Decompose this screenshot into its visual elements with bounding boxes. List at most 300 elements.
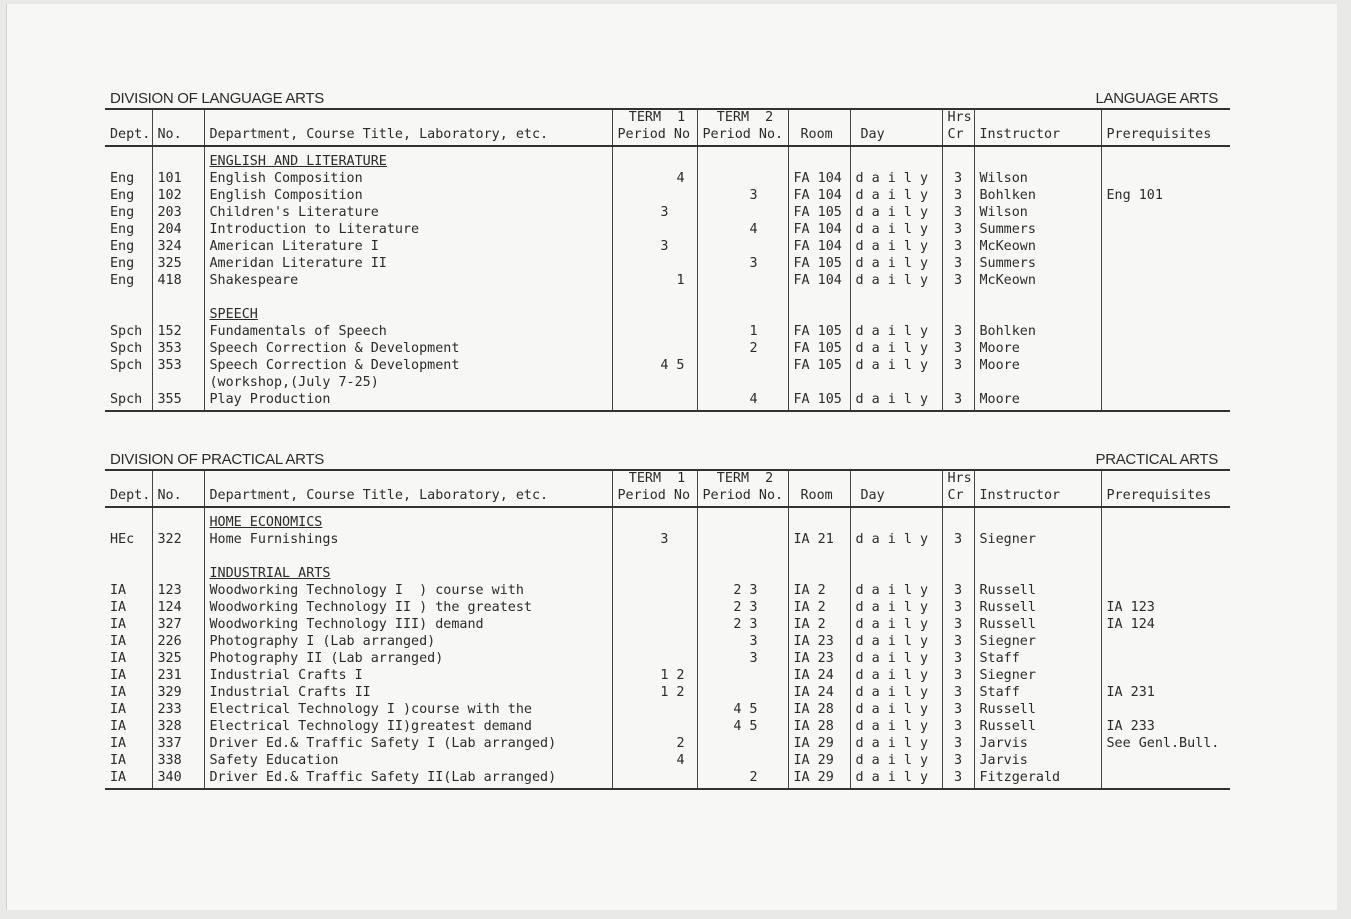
day-header: Day (850, 487, 942, 507)
day-cell: d a i l y (850, 769, 942, 786)
spacer-row (105, 507, 1230, 514)
term1-period-cell (612, 374, 697, 391)
division-tag: PRACTICAL ARTS (1095, 451, 1218, 468)
table-row (105, 650, 1230, 667)
table-row (105, 599, 1230, 616)
term1-period-cell: 3 (612, 204, 697, 221)
course-number-cell: 123 (152, 582, 204, 599)
credit-hours-cell: 3 (942, 221, 974, 238)
term2-period-cell (697, 374, 788, 391)
instructor-cell: Siegner (974, 667, 1101, 684)
instructor-cell: Russell (974, 582, 1101, 599)
instructor-cell: Staff (974, 684, 1101, 701)
course-rows (105, 146, 1230, 411)
instructor-cell: McKeown (974, 238, 1101, 255)
instructor-cell: Jarvis (974, 752, 1101, 769)
room-cell: FA 105 (788, 357, 850, 374)
dept-cell: HEc (110, 532, 135, 547)
credit-hours-cell: 3 (942, 752, 974, 769)
course-title-cell: Woodworking Technology III) demand (204, 616, 612, 633)
credit-hours-cell (942, 374, 974, 391)
credit-hours-cell: 3 (942, 701, 974, 718)
room-cell: IA 29 (788, 769, 850, 786)
term1-period-cell: 1 2 (612, 667, 697, 684)
instructor-cell: Siegner (974, 633, 1101, 650)
term1-header: TERM 1 (612, 110, 697, 126)
table-row (105, 391, 1230, 408)
term2-period-cell (697, 170, 788, 187)
instructor-cell: Moore (974, 340, 1101, 357)
room-cell: FA 104 (788, 170, 850, 187)
term2-period-cell: 4 5 (697, 701, 788, 718)
spacer-row (105, 146, 1230, 153)
dept-cell: IA (110, 600, 127, 615)
table-row (105, 170, 1230, 187)
document-page (6, 4, 1337, 910)
table-row (105, 667, 1230, 684)
term2-period-cell: 4 (697, 221, 788, 238)
instructor-cell (974, 374, 1101, 391)
course-title-cell: Speech Correction & Development (204, 340, 612, 357)
table-row (105, 357, 1230, 374)
instructor-cell: Siegner (974, 531, 1101, 548)
term1-period-cell: 1 (612, 272, 697, 289)
room-cell: IA 2 (788, 599, 850, 616)
course-title-cell: Safety Education (204, 752, 612, 769)
credit-hours-cell: 3 (942, 391, 974, 408)
term1-period-cell (612, 187, 697, 204)
credit-hours-cell: 3 (942, 735, 974, 752)
language-arts-section (105, 90, 1230, 412)
course-title-cell: (workshop,(July 7-25) (204, 374, 612, 391)
credit-hours-cell: 3 (942, 187, 974, 204)
dept-cell: IA (110, 617, 127, 632)
room-cell (788, 374, 850, 391)
subheading-row (105, 306, 1230, 323)
term1-period-cell: 3 (612, 238, 697, 255)
course-number-cell: 340 (152, 769, 204, 786)
credit-hours-cell: 3 (942, 531, 974, 548)
dept-cell: Eng (110, 239, 135, 254)
day-cell: d a i l y (850, 616, 942, 633)
term1-header: TERM 1 (612, 471, 697, 487)
credit-hours-cell: 3 (942, 255, 974, 272)
title-header: Department, Course Title, Laboratory, etc. (204, 487, 612, 507)
term2-period-cell: 4 (697, 391, 788, 408)
prerequisite-cell (1101, 633, 1230, 650)
course-title-cell: Ameridan Literature II (204, 255, 612, 272)
table-row (105, 616, 1230, 633)
room-cell: IA 24 (788, 684, 850, 701)
table-row (105, 735, 1230, 752)
prerequisite-cell (1101, 582, 1230, 599)
credit-hours-cell: 3 (942, 769, 974, 786)
instructor-cell: Moore (974, 357, 1101, 374)
term1-period-header: Period No (612, 126, 697, 146)
term2-period-header: Period No. (697, 487, 788, 507)
day-cell: d a i l y (850, 221, 942, 238)
credit-hours-cell: 3 (942, 340, 974, 357)
subheading: SPEECH (204, 306, 612, 323)
prerequisite-cell (1101, 701, 1230, 718)
term1-period-cell (612, 599, 697, 616)
instructor-header: Instructor (974, 487, 1101, 507)
instructor-cell: Fitzgerald (974, 769, 1101, 786)
term1-period-cell (612, 391, 697, 408)
instructor-cell: McKeown (974, 272, 1101, 289)
dept-cell: Spch (110, 324, 143, 339)
instructor-cell: Russell (974, 718, 1101, 735)
day-cell: d a i l y (850, 391, 942, 408)
division-title: DIVISION OF PRACTICAL ARTS (110, 451, 324, 468)
instructor-cell: Russell (974, 701, 1101, 718)
room-header: Room (788, 126, 850, 146)
term2-period-cell (697, 735, 788, 752)
course-title-cell: Fundamentals of Speech (204, 323, 612, 340)
course-title-cell: Industrial Crafts II (204, 684, 612, 701)
subheading-row (105, 153, 1230, 170)
term1-period-cell (612, 701, 697, 718)
term2-period-cell (697, 667, 788, 684)
day-cell: d a i l y (850, 187, 942, 204)
term2-period-header: Period No. (697, 126, 788, 146)
course-title-cell: Photography II (Lab arranged) (204, 650, 612, 667)
instructor-cell: Wilson (974, 170, 1101, 187)
course-number-cell: 124 (152, 599, 204, 616)
prerequisite-cell (1101, 323, 1230, 340)
day-cell: d a i l y (850, 667, 942, 684)
room-cell: FA 104 (788, 238, 850, 255)
instructor-cell: Wilson (974, 204, 1101, 221)
room-cell: IA 28 (788, 701, 850, 718)
day-cell: d a i l y (850, 170, 942, 187)
course-number-cell: 338 (152, 752, 204, 769)
course-number-cell (152, 374, 204, 391)
course-number-cell: 152 (152, 323, 204, 340)
day-cell: d a i l y (850, 582, 942, 599)
subheading-row (105, 565, 1230, 582)
term1-period-cell: 4 (612, 170, 697, 187)
day-cell: d a i l y (850, 357, 942, 374)
course-title-cell: Driver Ed.& Traffic Safety I (Lab arranged) (204, 735, 612, 752)
prerequisite-cell (1101, 531, 1230, 548)
course-title-cell: Woodworking Technology II ) the greatest (204, 599, 612, 616)
dept-cell: IA (110, 634, 127, 649)
course-number-cell: 355 (152, 391, 204, 408)
instructor-cell: Bohlken (974, 323, 1101, 340)
practical-arts-section (105, 451, 1230, 790)
instructor-cell: Russell (974, 599, 1101, 616)
table-row (105, 684, 1230, 701)
instructor-cell: Jarvis (974, 735, 1101, 752)
no-header: No. (152, 487, 204, 507)
course-title-cell: Photography I (Lab arranged) (204, 633, 612, 650)
room-cell: FA 105 (788, 204, 850, 221)
course-title-cell: Play Production (204, 391, 612, 408)
credit-hours-cell: 3 (942, 582, 974, 599)
day-cell: d a i l y (850, 599, 942, 616)
dept-cell: IA (110, 685, 127, 700)
term2-period-cell: 3 (697, 187, 788, 204)
prerequisite-cell (1101, 391, 1230, 408)
prerequisite-cell (1101, 650, 1230, 667)
room-cell: FA 104 (788, 272, 850, 289)
term1-period-cell: 2 (612, 735, 697, 752)
course-title-cell: Electrical Technology I )course with the (204, 701, 612, 718)
dept-header: Dept. (105, 487, 152, 507)
term2-period-cell: 3 (697, 650, 788, 667)
table-row (105, 633, 1230, 650)
course-title-cell: English Composition (204, 170, 612, 187)
prerequisite-cell (1101, 752, 1230, 769)
no-header: No. (152, 126, 204, 146)
table-row (105, 701, 1230, 718)
course-number-cell: 102 (152, 187, 204, 204)
day-cell: d a i l y (850, 272, 942, 289)
hrs-header: Hrs (942, 471, 974, 487)
dept-cell: Eng (110, 256, 135, 271)
table-row (105, 238, 1230, 255)
course-number-cell: 418 (152, 272, 204, 289)
term2-period-cell: 2 (697, 769, 788, 786)
term1-period-cell: 4 5 (612, 357, 697, 374)
prerequisite-cell: IA 124 (1101, 616, 1230, 633)
subheading: HOME ECONOMICS (204, 514, 612, 531)
room-cell: IA 23 (788, 633, 850, 650)
table-row (105, 255, 1230, 272)
course-title-cell: Woodworking Technology I ) course with (204, 582, 612, 599)
day-cell: d a i l y (850, 752, 942, 769)
dept-cell: Spch (110, 358, 143, 373)
credit-hours-cell: 3 (942, 718, 974, 735)
dept-cell: Eng (110, 273, 135, 288)
credit-hours-cell: 3 (942, 667, 974, 684)
spacer-row (105, 786, 1230, 789)
room-cell: FA 104 (788, 221, 850, 238)
cr-header: Cr (942, 126, 974, 146)
subheading: ENGLISH AND LITERATURE (204, 153, 612, 170)
term2-period-cell: 2 (697, 340, 788, 357)
prereq-header: Prerequisites (1101, 487, 1230, 507)
credit-hours-cell: 3 (942, 204, 974, 221)
prerequisite-cell (1101, 340, 1230, 357)
table-row (105, 718, 1230, 735)
day-cell: d a i l y (850, 340, 942, 357)
day-cell: d a i l y (850, 684, 942, 701)
prerequisite-cell (1101, 272, 1230, 289)
table-row (105, 323, 1230, 340)
day-cell: d a i l y (850, 701, 942, 718)
room-cell: FA 105 (788, 323, 850, 340)
dept-cell: IA (110, 668, 127, 683)
day-cell: d a i l y (850, 718, 942, 735)
term1-period-cell (612, 718, 697, 735)
prerequisite-cell: Eng 101 (1101, 187, 1230, 204)
credit-hours-cell: 3 (942, 616, 974, 633)
credit-hours-cell: 3 (942, 170, 974, 187)
prerequisite-cell (1101, 221, 1230, 238)
course-number-cell: 337 (152, 735, 204, 752)
table-row (105, 374, 1230, 391)
course-number-cell: 226 (152, 633, 204, 650)
course-title-cell: Industrial Crafts I (204, 667, 612, 684)
term1-period-cell (612, 221, 697, 238)
course-number-cell: 329 (152, 684, 204, 701)
room-cell: IA 2 (788, 616, 850, 633)
course-title-cell: Electrical Technology II)greatest demand (204, 718, 612, 735)
room-cell: FA 105 (788, 255, 850, 272)
subheading: INDUSTRIAL ARTS (204, 565, 612, 582)
term1-period-header: Period No (612, 487, 697, 507)
prerequisite-cell (1101, 374, 1230, 391)
room-cell: IA 29 (788, 752, 850, 769)
room-cell: IA 29 (788, 735, 850, 752)
prerequisite-cell: See Genl.Bull. (1101, 735, 1230, 752)
term1-period-cell: 3 (612, 531, 697, 548)
dept-cell: IA (110, 719, 127, 734)
instructor-cell: Staff (974, 650, 1101, 667)
dept-cell: IA (110, 651, 127, 666)
day-cell: d a i l y (850, 238, 942, 255)
course-number-cell: 328 (152, 718, 204, 735)
section-header (105, 90, 1230, 110)
room-cell: IA 21 (788, 531, 850, 548)
day-cell: d a i l y (850, 735, 942, 752)
instructor-cell: Russell (974, 616, 1101, 633)
term2-period-cell (697, 531, 788, 548)
day-cell: d a i l y (850, 531, 942, 548)
term2-period-cell (697, 238, 788, 255)
dept-cell: IA (110, 702, 127, 717)
credit-hours-cell: 3 (942, 272, 974, 289)
table-row (105, 221, 1230, 238)
prerequisite-cell: IA 231 (1101, 684, 1230, 701)
cr-header: Cr (942, 487, 974, 507)
term2-period-cell: 4 5 (697, 718, 788, 735)
prerequisite-cell: IA 233 (1101, 718, 1230, 735)
prerequisite-cell (1101, 204, 1230, 221)
term1-period-cell (612, 633, 697, 650)
instructor-cell: Summers (974, 255, 1101, 272)
course-number-cell: 327 (152, 616, 204, 633)
course-number-cell: 101 (152, 170, 204, 187)
prerequisite-cell (1101, 769, 1230, 786)
dept-header: Dept. (105, 126, 152, 146)
table-row (105, 769, 1230, 786)
term2-period-cell (697, 752, 788, 769)
term2-period-cell (697, 684, 788, 701)
credit-hours-cell: 3 (942, 357, 974, 374)
table-row (105, 531, 1230, 548)
dept-cell: Eng (110, 222, 135, 237)
dept-cell: Eng (110, 205, 135, 220)
day-cell (850, 374, 942, 391)
course-title-cell: Shakespeare (204, 272, 612, 289)
table-row (105, 752, 1230, 769)
hrs-header: Hrs (942, 110, 974, 126)
term2-period-cell: 2 3 (697, 582, 788, 599)
dept-cell: Spch (110, 341, 143, 356)
prerequisite-cell (1101, 170, 1230, 187)
term1-period-cell (612, 323, 697, 340)
course-number-cell: 325 (152, 255, 204, 272)
division-tag: LANGUAGE ARTS (1095, 90, 1218, 107)
term1-period-cell (612, 650, 697, 667)
term2-period-cell: 3 (697, 255, 788, 272)
spacer-row (105, 408, 1230, 411)
term1-period-cell (612, 582, 697, 599)
term2-period-cell: 3 (697, 633, 788, 650)
spacer-row (105, 289, 1230, 306)
credit-hours-cell: 3 (942, 323, 974, 340)
dept-cell: Eng (110, 171, 135, 186)
course-title-cell: American Literature I (204, 238, 612, 255)
course-number-cell: 322 (152, 531, 204, 548)
term2-period-cell: 1 (697, 323, 788, 340)
term1-period-cell (612, 340, 697, 357)
dept-cell: IA (110, 736, 127, 751)
term1-period-cell: 4 (612, 752, 697, 769)
credit-hours-cell: 3 (942, 238, 974, 255)
credit-hours-cell: 3 (942, 599, 974, 616)
course-number-cell: 353 (152, 340, 204, 357)
term2-period-cell: 2 3 (697, 599, 788, 616)
title-header: Department, Course Title, Laboratory, etc. (204, 126, 612, 146)
day-cell: d a i l y (850, 633, 942, 650)
credit-hours-cell: 3 (942, 633, 974, 650)
term2-period-cell (697, 204, 788, 221)
term2-header: TERM 2 (697, 471, 788, 487)
prereq-header: Prerequisites (1101, 126, 1230, 146)
course-number-cell: 203 (152, 204, 204, 221)
spacer-row (105, 548, 1230, 565)
room-cell: FA 104 (788, 187, 850, 204)
room-cell: IA 28 (788, 718, 850, 735)
course-number-cell: 324 (152, 238, 204, 255)
course-rows (105, 507, 1230, 789)
term2-period-cell: 2 3 (697, 616, 788, 633)
day-cell: d a i l y (850, 323, 942, 340)
term1-period-cell (612, 769, 697, 786)
day-cell: d a i l y (850, 650, 942, 667)
course-number-cell: 353 (152, 357, 204, 374)
credit-hours-cell: 3 (942, 650, 974, 667)
instructor-cell: Bohlken (974, 187, 1101, 204)
table-row (105, 187, 1230, 204)
prerequisite-cell (1101, 255, 1230, 272)
dept-cell: IA (110, 770, 127, 785)
prerequisite-cell: IA 123 (1101, 599, 1230, 616)
room-cell: IA 2 (788, 582, 850, 599)
course-title-cell: Introduction to Literature (204, 221, 612, 238)
dept-cell: Spch (110, 392, 143, 407)
instructor-cell: Moore (974, 391, 1101, 408)
prerequisite-cell (1101, 238, 1230, 255)
day-cell: d a i l y (850, 255, 942, 272)
course-number-cell: 233 (152, 701, 204, 718)
table-row (105, 272, 1230, 289)
room-header: Room (788, 487, 850, 507)
course-number-cell: 325 (152, 650, 204, 667)
term2-header: TERM 2 (697, 110, 788, 126)
course-number-cell: 204 (152, 221, 204, 238)
prerequisite-cell (1101, 357, 1230, 374)
division-title: DIVISION OF LANGUAGE ARTS (110, 90, 324, 107)
day-cell: d a i l y (850, 204, 942, 221)
course-title-cell: Children's Literature (204, 204, 612, 221)
course-title-cell: Speech Correction & Development (204, 357, 612, 374)
dept-cell: IA (110, 753, 127, 768)
